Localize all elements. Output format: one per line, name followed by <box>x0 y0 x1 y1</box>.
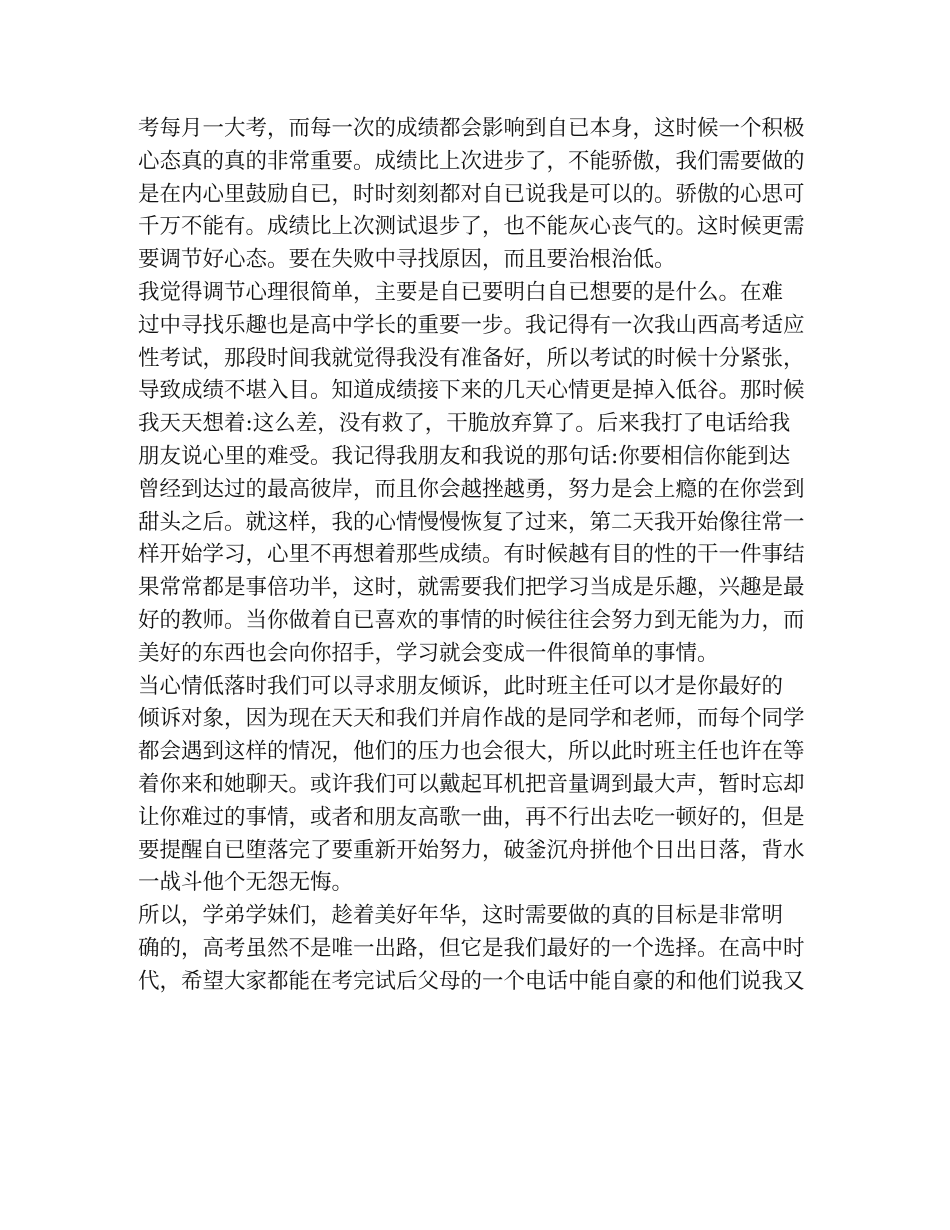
text-line: 所以，学弟学妹们，趁着美好年华，这时需要做的真的目标是非常明 <box>138 903 784 929</box>
text-line: 甜头之后。就这样，我的心情慢慢恢复了过来，第二天我开始像往常一 <box>138 509 805 535</box>
text-line: 一战斗他个无怨无悔。 <box>138 870 354 896</box>
text-line: 考每月一大考，而每一次的成绩都会影响到自已本身，这时候一个积极 <box>138 116 805 141</box>
text-line: 朋友说心里的难受。我记得我朋友和我说的那句话:你要相信你能到达 <box>138 443 791 469</box>
text-line: 确的，高考虽然不是唯一出路，但它是我们最好的一个选择。在高中时 <box>138 935 805 961</box>
text-line: 美好的东西也会向你招手，学习就会变成一件很简单的事情。 <box>138 640 719 666</box>
text-line: 让你难过的事情，或者和朋友高歌一曲，再不行出去吃一顿好的，但是 <box>138 804 805 830</box>
text-line: 代，希望大家都能在考完试后父母的一个电话中能自豪的和他们说我又 <box>138 968 805 994</box>
text-line: 过中寻找乐趣也是高中学长的重要一步。我记得有一次我山西高考适应 <box>138 312 805 338</box>
text-line: 倾诉对象，因为现在天天和我们并肩作战的是同学和老师，而每个同学 <box>138 706 805 732</box>
text-line: 好的教师。当你做着自已喜欢的事情的时候往往会努力到无能为力，而 <box>138 607 805 633</box>
text-line: 千万不能有。成绩比上次测试退步了，也不能灰心丧气的。这时候更需 <box>138 214 805 240</box>
text-line: 导致成绩不堪入目。知道成绩接下来的几天心情更是掉入低谷。那时候 <box>138 378 805 404</box>
text-line: 心态真的真的非常重要。成绩比上次进步了，不能骄傲，我们需要做的 <box>138 148 805 174</box>
text-line: 当心情低落时我们可以寻求朋友倾诉，此时班主任可以才是你最好的 <box>138 673 784 699</box>
text-line: 我天天想着:这么差，没有救了，干脆放弃算了。后来我打了电话给我 <box>138 411 791 437</box>
text-line: 着你来和她聊天。或许我们可以戴起耳机把音量调到最大声，暂时忘却 <box>138 771 805 797</box>
text-line: 果常常都是事倍功半，这时，就需要我们把学习当成是乐趣，兴趣是最 <box>138 575 805 601</box>
text-line: 曾经到达过的最高彼岸，而且你会越挫越勇，努力是会上瘾的在你尝到 <box>138 476 805 502</box>
text-line: 要提醒自已堕落完了要重新开始努力，破釜沉舟拼他个日出日落，背水 <box>138 837 805 863</box>
text-line: 样开始学习，心里不再想着那些成绩。有时候越有目的性的干一件事结 <box>138 542 805 568</box>
text-line: 我觉得调节心理很简单，主要是自已要明白自已想要的是什么。在难 <box>138 279 784 305</box>
text-line: 要调节好心态。要在失败中寻找原因，而且要治根治低。 <box>138 247 676 273</box>
text-line: 是在内心里鼓励自已，时时刻刻都对自已说我是可以的。骄傲的心思可 <box>138 181 805 207</box>
text-line: 都会遇到这样的情况，他们的压力也会很大，所以此时班主任也许在等 <box>138 739 805 765</box>
text-line: 性考试，那段时间我就觉得我没有准备好，所以考试的时候十分紧张， <box>138 345 805 371</box>
body-text <box>138 113 818 999</box>
